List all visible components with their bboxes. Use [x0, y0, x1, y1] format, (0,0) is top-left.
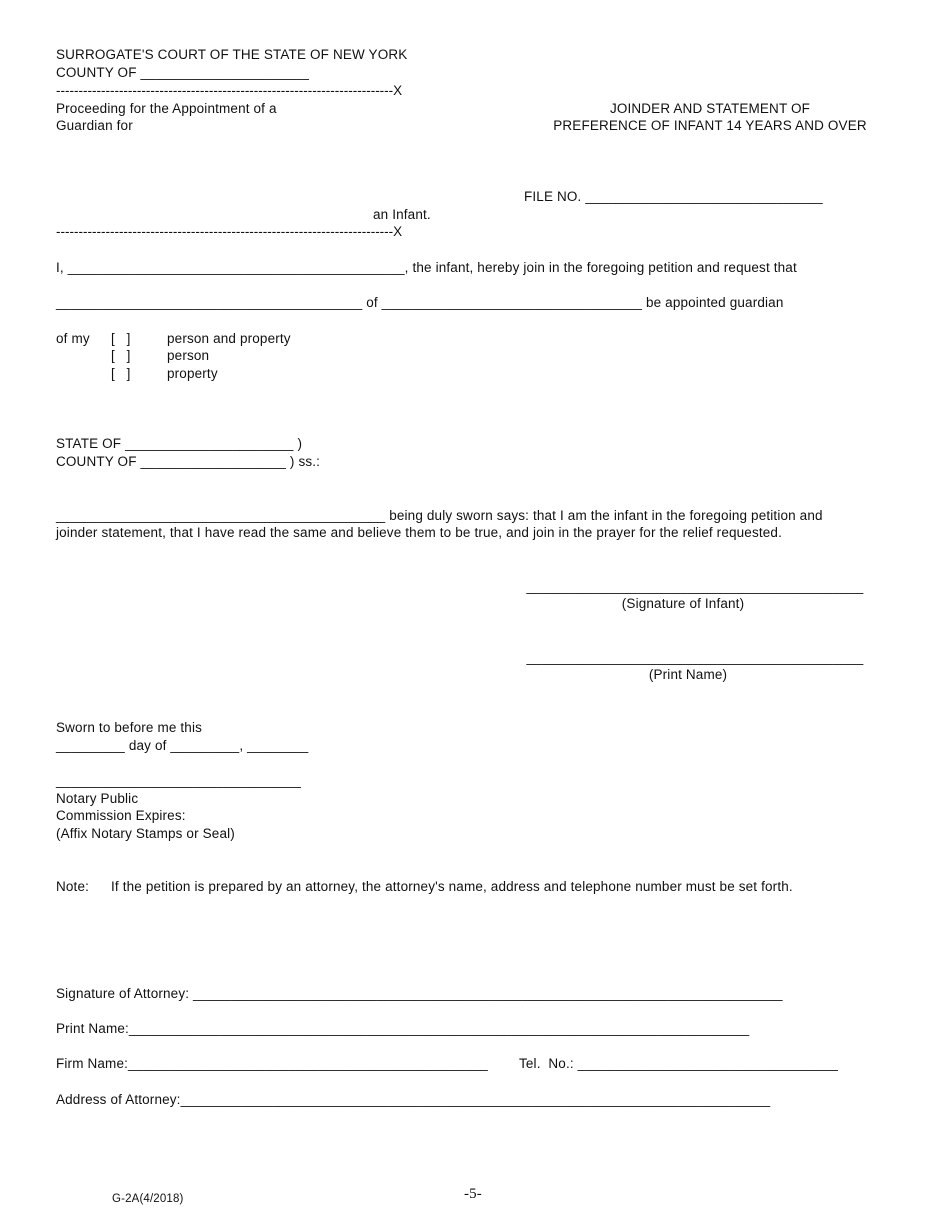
guardian-request-line[interactable]: ________________________________________ of __________________________________ be appointed guardian — [56, 295, 784, 310]
notary-public-label: Notary Public — [56, 791, 139, 806]
sworn-label: Sworn to before me this — [56, 720, 203, 735]
attorney-print-name-field[interactable]: Print Name:_________________________________________________________________________________ — [56, 1021, 750, 1036]
notary-signature-line[interactable]: ________________________________ — [56, 773, 302, 788]
sworn-date-field[interactable]: _________ day of _________, ________ — [56, 738, 309, 753]
attorney-signature-field[interactable]: Signature of Attorney: _____________________________________________________________________________ — [56, 986, 783, 1001]
caption-separator-bottom: ---------------------------------------------------------------------------X — [56, 224, 403, 239]
infant-signature-line[interactable]: ____________________________________________ — [526, 579, 864, 594]
county-field[interactable]: COUNTY OF ______________________ — [56, 65, 309, 80]
document-title-line-1: JOINDER AND STATEMENT OF — [609, 101, 811, 116]
note-label: Note: — [56, 879, 90, 894]
proceeding-line-1: Proceeding for the Appointment of a — [56, 101, 277, 116]
note-text: If the petition is prepared by an attorney, the attorney's name, address and telephone number must be set forth. — [111, 879, 793, 894]
checkbox-person[interactable]: [ ] — [111, 348, 131, 363]
form-code: G-2A(4/2018) — [112, 1193, 184, 1205]
affidavit-line-2: joinder statement, that I have read the same and believe them to be true, and join in the prayer for the relief requested. — [56, 525, 782, 540]
court-title: SURROGATE'S COURT OF THE STATE OF NEW YORK — [56, 47, 408, 62]
file-number-field[interactable]: FILE NO. _______________________________ — [524, 189, 823, 204]
option-label-person-and-property: person and property — [167, 331, 291, 346]
telephone-field[interactable]: Tel. No.: __________________________________ — [519, 1056, 839, 1071]
proceeding-line-2: Guardian for — [56, 118, 133, 133]
infant-request-line[interactable]: I, ____________________________________________, the infant, hereby join in the foregoing petition and request that — [56, 260, 797, 275]
firm-name-field[interactable]: Firm Name:_______________________________________________ — [56, 1056, 488, 1071]
attorney-address-field[interactable]: Address of Attorney:_____________________________________________________________________________ — [56, 1092, 771, 1107]
document-title-line-2: PREFERENCE OF INFANT 14 YEARS AND OVER — [553, 118, 867, 133]
option-label-person: person — [167, 348, 210, 363]
an-infant-label: an Infant. — [373, 207, 431, 222]
venue-state-field[interactable]: STATE OF ______________________ ) — [56, 436, 303, 451]
caption-separator-top: ---------------------------------------------------------------------------X — [56, 83, 403, 98]
of-my-label: of my — [56, 331, 90, 346]
commission-expires-label: Commission Expires: — [56, 808, 186, 823]
affidavit-line-1[interactable]: ___________________________________________ being duly sworn says: that I am the infant in the foregoing petition and — [56, 508, 823, 523]
affix-seal-label: (Affix Notary Stamps or Seal) — [56, 826, 235, 841]
infant-print-name-line[interactable]: ____________________________________________ — [526, 650, 864, 665]
page-number: -5- — [464, 1186, 482, 1202]
checkbox-property[interactable]: [ ] — [111, 366, 131, 381]
venue-county-field[interactable]: COUNTY OF ___________________ ) ss.: — [56, 454, 321, 469]
checkbox-person-and-property[interactable]: [ ] — [111, 331, 131, 346]
infant-print-name-caption: (Print Name) — [648, 667, 728, 682]
infant-signature-caption: (Signature of Infant) — [621, 596, 745, 611]
option-label-property: property — [167, 366, 218, 381]
